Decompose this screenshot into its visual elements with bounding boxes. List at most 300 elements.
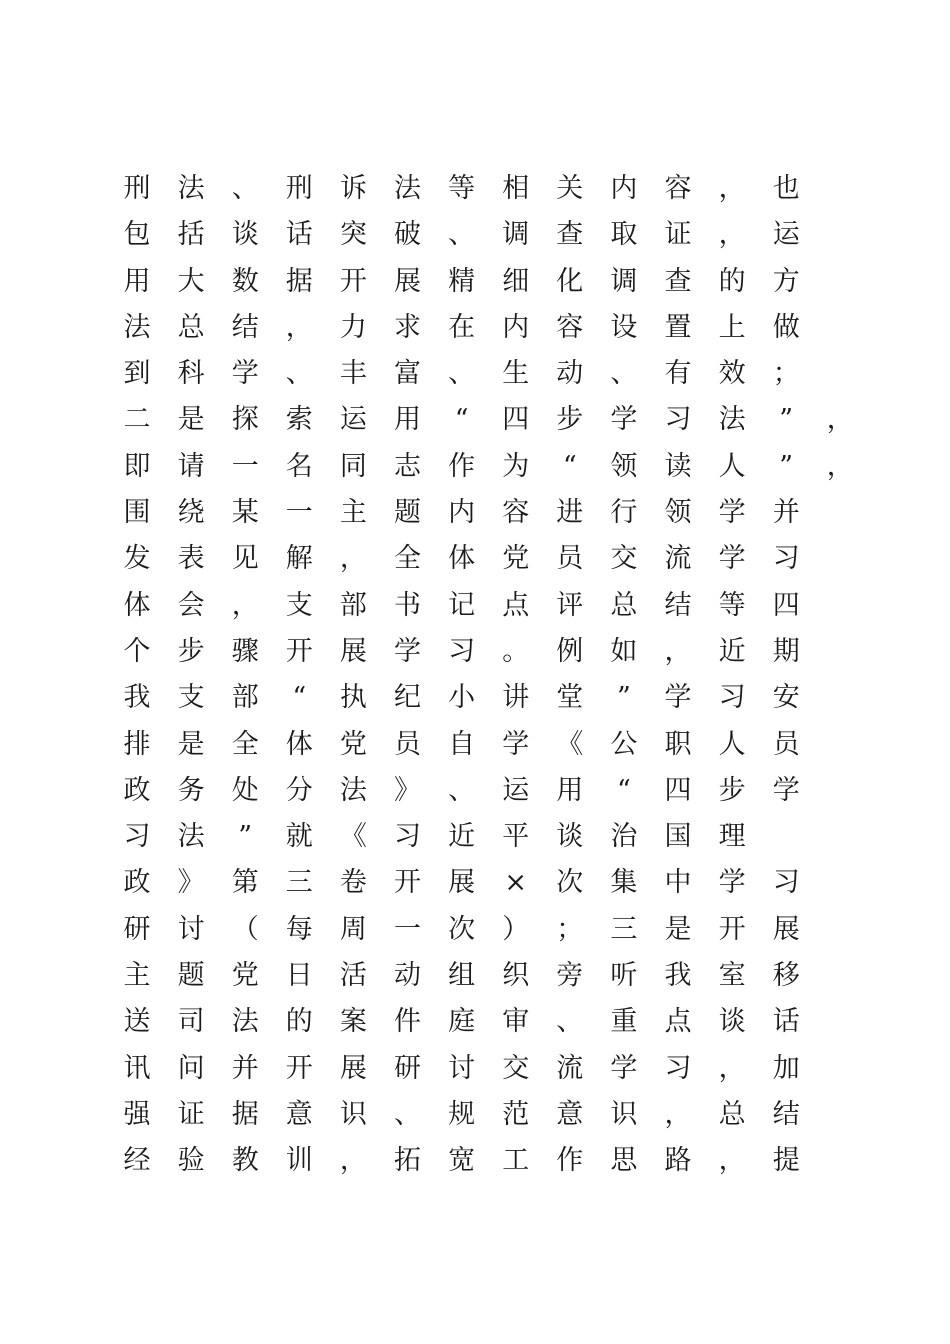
text-char: 绕 bbox=[177, 497, 205, 529]
text-line bbox=[122, 307, 862, 353]
text-char: 教 bbox=[231, 1145, 259, 1177]
text-char: 党 bbox=[339, 728, 367, 760]
text-char: “ bbox=[454, 404, 469, 436]
text-char: 学 bbox=[718, 497, 746, 529]
text-char: 近 bbox=[448, 821, 476, 853]
text-char: 行 bbox=[610, 497, 638, 529]
text-char: 员 bbox=[556, 543, 584, 575]
text-char: 记 bbox=[448, 589, 476, 621]
text-char: 总 bbox=[718, 1098, 746, 1130]
text-char: 并 bbox=[772, 497, 800, 529]
text-line bbox=[122, 446, 862, 492]
text-line bbox=[122, 631, 862, 677]
text-char: 学 bbox=[718, 867, 746, 899]
text-char: 效 bbox=[718, 358, 746, 390]
text-char: ” bbox=[616, 682, 631, 714]
text-char: 开 bbox=[285, 1052, 313, 1084]
text-char: 讨 bbox=[177, 913, 205, 945]
text-char: 流 bbox=[556, 1052, 584, 1084]
text-char: 识 bbox=[610, 1098, 638, 1130]
text-char: 交 bbox=[502, 1052, 530, 1084]
text-char: 纪 bbox=[394, 682, 421, 714]
text-char: 法 bbox=[123, 311, 151, 343]
text-char: 、 bbox=[285, 358, 313, 390]
text-char: 学 bbox=[231, 358, 259, 390]
text-char: ； bbox=[556, 913, 584, 945]
text-char: ， bbox=[718, 173, 746, 204]
text-char: 治 bbox=[610, 821, 638, 853]
text-char: 、 bbox=[610, 358, 638, 390]
text-line bbox=[122, 1094, 862, 1140]
text-char: 据 bbox=[231, 1098, 259, 1130]
text-char: 如 bbox=[610, 635, 638, 667]
text-char: 书 bbox=[394, 589, 421, 621]
text-char: 学 bbox=[610, 404, 638, 436]
text-char: ； bbox=[772, 358, 800, 390]
text-char: 容 bbox=[556, 311, 584, 343]
text-char: “ bbox=[292, 682, 307, 714]
text-char: 用 bbox=[556, 774, 584, 806]
text-char: 细 bbox=[502, 265, 530, 297]
text-char: 就 bbox=[285, 821, 313, 853]
text-char: 问 bbox=[177, 1052, 205, 1084]
text-char: 例 bbox=[556, 635, 584, 667]
text-char: 工 bbox=[502, 1145, 530, 1177]
text-char: 展 bbox=[448, 867, 476, 899]
text-char: 展 bbox=[339, 1052, 367, 1084]
text-char: 法 bbox=[718, 404, 746, 436]
text-char: 学 bbox=[718, 543, 746, 575]
text-char: 领 bbox=[664, 497, 692, 529]
text-char: 学 bbox=[502, 728, 530, 760]
text-char: 训 bbox=[285, 1145, 313, 1177]
text-char: （ bbox=[231, 913, 259, 945]
text-char: 调 bbox=[610, 265, 638, 297]
text-char: 求 bbox=[394, 311, 421, 343]
text-char: 到 bbox=[123, 358, 151, 390]
text-char: 听 bbox=[610, 960, 638, 992]
text-line bbox=[122, 261, 862, 307]
text-char: 化 bbox=[556, 265, 584, 297]
text-char: 某 bbox=[231, 497, 259, 529]
text-line bbox=[122, 585, 862, 631]
text-char: 近 bbox=[718, 635, 746, 667]
text-char: 的 bbox=[718, 265, 746, 297]
text-char: 司 bbox=[177, 1006, 205, 1038]
text-char: 自 bbox=[448, 728, 476, 760]
text-char: 谈 bbox=[718, 1006, 746, 1038]
text-char: 同 bbox=[339, 450, 367, 482]
text-char: 四 bbox=[502, 404, 530, 436]
text-line bbox=[122, 862, 862, 908]
text-char: “ bbox=[616, 774, 631, 806]
text-char: 诉 bbox=[339, 173, 367, 204]
text-char: 平 bbox=[502, 821, 530, 853]
text-char: 内 bbox=[610, 173, 638, 204]
text-char: 题 bbox=[394, 497, 421, 529]
text-char: 运 bbox=[339, 404, 367, 436]
text-line bbox=[122, 770, 862, 816]
text-char: 路 bbox=[664, 1145, 692, 1177]
text-char: 开 bbox=[339, 265, 367, 297]
text-char: 是 bbox=[664, 913, 692, 945]
text-char: 织 bbox=[502, 960, 530, 992]
text-char: 分 bbox=[285, 774, 313, 806]
text-char: 领 bbox=[610, 450, 638, 482]
text-char: ， bbox=[339, 1145, 367, 1177]
text-char: 骤 bbox=[231, 635, 259, 667]
text-char: 索 bbox=[285, 404, 313, 436]
text-char: 的 bbox=[285, 1006, 313, 1038]
text-char: 步 bbox=[718, 774, 746, 806]
text-char: 习 bbox=[664, 404, 692, 436]
text-char: “ bbox=[562, 450, 577, 482]
text-char: ， bbox=[231, 589, 259, 621]
text-char: 据 bbox=[285, 265, 313, 297]
text-char: 结 bbox=[231, 311, 259, 343]
text-char: 括 bbox=[177, 219, 205, 251]
text-char: 关 bbox=[556, 173, 584, 204]
text-char: 学 bbox=[664, 682, 692, 714]
text-char: 一 bbox=[285, 497, 313, 529]
text-char: 话 bbox=[285, 219, 313, 251]
text-char: 、 bbox=[394, 1098, 421, 1130]
text-char: 执 bbox=[339, 682, 367, 714]
text-char: ， bbox=[718, 1052, 746, 1084]
text-char: 主 bbox=[339, 497, 367, 529]
text-char: 展 bbox=[772, 913, 800, 945]
text-char: 党 bbox=[231, 960, 259, 992]
text-char: 见 bbox=[231, 543, 259, 575]
text-char: 查 bbox=[556, 219, 584, 251]
text-char: 为 bbox=[502, 450, 530, 482]
text-char: ， bbox=[285, 311, 313, 343]
text-char: 卷 bbox=[339, 867, 367, 899]
text-char: 集 bbox=[610, 867, 638, 899]
text-char: 强 bbox=[123, 1098, 151, 1130]
text-line bbox=[122, 1048, 862, 1094]
text-char: ， bbox=[664, 1098, 692, 1130]
text-char: 法 bbox=[231, 1006, 259, 1038]
text-char: 即 bbox=[123, 450, 151, 482]
text-char: 也 bbox=[772, 173, 800, 204]
text-char: 包 bbox=[123, 219, 151, 251]
text-line bbox=[122, 168, 862, 214]
text-char: 开 bbox=[718, 913, 746, 945]
text-char: 刑 bbox=[285, 173, 313, 204]
text-char: ， bbox=[718, 1145, 746, 1177]
text-char: 谈 bbox=[231, 219, 259, 251]
text-char: 国 bbox=[664, 821, 692, 853]
text-char: 内 bbox=[502, 311, 530, 343]
text-line bbox=[122, 1140, 862, 1186]
text-char: 习 bbox=[123, 821, 151, 853]
text-char: 处 bbox=[231, 774, 259, 806]
text-char: 思 bbox=[610, 1145, 638, 1177]
text-char: 、 bbox=[231, 173, 259, 204]
text-char: 数 bbox=[231, 265, 259, 297]
text-char: 员 bbox=[394, 728, 421, 760]
text-char: 第 bbox=[231, 867, 259, 899]
text-char: 展 bbox=[394, 265, 421, 297]
text-char: 讨 bbox=[448, 1052, 476, 1084]
text-char: 支 bbox=[285, 589, 313, 621]
text-char: 习 bbox=[664, 1052, 692, 1084]
text-char: 规 bbox=[448, 1098, 476, 1130]
text-char: 人 bbox=[718, 450, 746, 482]
text-char: 科 bbox=[177, 358, 205, 390]
text-char: 旁 bbox=[556, 960, 584, 992]
text-char: 主 bbox=[123, 960, 151, 992]
text-char: ， bbox=[718, 219, 746, 251]
text-char: 讲 bbox=[502, 682, 530, 714]
text-char: 》 bbox=[177, 867, 205, 899]
text-char: 日 bbox=[285, 960, 313, 992]
text-char: 全 bbox=[394, 543, 421, 575]
text-char: 会 bbox=[177, 589, 205, 621]
text-char: 安 bbox=[772, 682, 800, 714]
text-char: 习 bbox=[718, 682, 746, 714]
text-char: 读 bbox=[664, 450, 692, 482]
text-char: 等 bbox=[718, 589, 746, 621]
text-char: 学 bbox=[394, 635, 421, 667]
text-char: 活 bbox=[339, 960, 367, 992]
text-char: 破 bbox=[394, 219, 421, 251]
text-char: 、 bbox=[448, 774, 476, 806]
text-char: 力 bbox=[339, 311, 367, 343]
text-char: 谈 bbox=[556, 821, 584, 853]
text-char: 调 bbox=[502, 219, 530, 251]
text-char: 查 bbox=[664, 265, 692, 297]
text-char: ” bbox=[779, 404, 794, 436]
text-char: 总 bbox=[177, 311, 205, 343]
text-char: 庭 bbox=[448, 1006, 476, 1038]
text-char: 进 bbox=[556, 497, 584, 529]
text-char: 识 bbox=[339, 1098, 367, 1130]
text-char: 我 bbox=[664, 960, 692, 992]
text-char: 组 bbox=[448, 960, 476, 992]
text-char: 大 bbox=[177, 265, 205, 297]
text-char: 题 bbox=[177, 960, 205, 992]
text-char: 学 bbox=[772, 774, 800, 806]
text-char: 次 bbox=[556, 867, 584, 899]
text-char: 步 bbox=[177, 635, 205, 667]
text-char: 是 bbox=[177, 728, 205, 760]
text-char: 三 bbox=[285, 867, 313, 899]
text-char: 做 bbox=[772, 311, 800, 343]
text-char: 证 bbox=[664, 219, 692, 251]
text-char: 动 bbox=[556, 358, 584, 390]
text-char: 发 bbox=[123, 543, 151, 575]
text-line bbox=[122, 816, 862, 862]
text-char: 研 bbox=[123, 913, 151, 945]
text-char: 四 bbox=[772, 589, 800, 621]
text-char: 部 bbox=[231, 682, 259, 714]
text-char: 是 bbox=[177, 404, 205, 436]
text-line bbox=[122, 955, 862, 1001]
text-char: × bbox=[504, 867, 527, 899]
text-char: 容 bbox=[502, 497, 530, 529]
text-line bbox=[122, 399, 862, 445]
text-char: 动 bbox=[394, 960, 421, 992]
text-char: 请 bbox=[177, 450, 205, 482]
text-char: 生 bbox=[502, 358, 530, 390]
text-char: 体 bbox=[448, 543, 476, 575]
text-char: ” bbox=[779, 450, 794, 482]
text-char: 审 bbox=[502, 1006, 530, 1038]
text-char: 设 bbox=[610, 311, 638, 343]
text-char: 并 bbox=[231, 1052, 259, 1084]
text-char: 等 bbox=[448, 173, 476, 204]
text-char: 法 bbox=[177, 173, 205, 204]
text-char: 二 bbox=[123, 404, 151, 436]
text-char: 丰 bbox=[339, 358, 367, 390]
text-char: 案 bbox=[339, 1006, 367, 1038]
text-char: 突 bbox=[339, 219, 367, 251]
text-char: 富 bbox=[394, 358, 421, 390]
text-line bbox=[122, 214, 862, 260]
text-char: 点 bbox=[664, 1006, 692, 1038]
text-char: 室 bbox=[718, 960, 746, 992]
text-char: 习 bbox=[394, 821, 421, 853]
text-char: 展 bbox=[339, 635, 367, 667]
text-char: 全 bbox=[231, 728, 259, 760]
text-char: 在 bbox=[448, 311, 476, 343]
text-char: 习 bbox=[448, 635, 476, 667]
text-char: 体 bbox=[285, 728, 313, 760]
text-char: 研 bbox=[394, 1052, 421, 1084]
text-char: 相 bbox=[502, 173, 530, 204]
text-char: 职 bbox=[664, 728, 692, 760]
text-char: 堂 bbox=[556, 682, 584, 714]
text-char: 作 bbox=[448, 450, 476, 482]
text-char: 法 bbox=[177, 821, 205, 853]
text-char: 评 bbox=[556, 589, 584, 621]
text-char: 有 bbox=[664, 358, 692, 390]
text-char: 学 bbox=[610, 1052, 638, 1084]
text-char: 、 bbox=[556, 1006, 584, 1038]
text-char: 中 bbox=[664, 867, 692, 899]
text-char: 范 bbox=[502, 1098, 530, 1130]
text-char: 宽 bbox=[448, 1145, 476, 1177]
text-char: 周 bbox=[339, 913, 367, 945]
text-char: 讯 bbox=[123, 1052, 151, 1084]
text-char: 每 bbox=[285, 913, 313, 945]
text-char: 意 bbox=[285, 1098, 313, 1130]
text-char: 一 bbox=[394, 913, 421, 945]
text-char: 用 bbox=[394, 404, 421, 436]
text-char: 》 bbox=[394, 774, 421, 806]
text-char: 支 bbox=[177, 682, 205, 714]
text-char: 流 bbox=[664, 543, 692, 575]
text-char: 提 bbox=[772, 1145, 800, 1177]
text-char: 政 bbox=[123, 867, 151, 899]
text-char: 务 bbox=[177, 774, 205, 806]
text-char: 四 bbox=[664, 774, 692, 806]
text-char: 次 bbox=[448, 913, 476, 945]
text-char: 刑 bbox=[123, 173, 151, 204]
text-char: 精 bbox=[448, 265, 476, 297]
text-char: 三 bbox=[610, 913, 638, 945]
text-char: 置 bbox=[664, 311, 692, 343]
text-char: 法 bbox=[394, 173, 421, 204]
text-line bbox=[122, 677, 862, 723]
text-char: 公 bbox=[610, 728, 638, 760]
text-line bbox=[122, 724, 862, 770]
text-char: 。 bbox=[502, 635, 530, 667]
text-char: 部 bbox=[339, 589, 367, 621]
body-text bbox=[122, 168, 862, 1187]
text-char: 探 bbox=[231, 404, 259, 436]
text-char: 开 bbox=[285, 635, 313, 667]
text-line bbox=[122, 909, 862, 955]
text-line bbox=[122, 492, 862, 538]
text-char: 话 bbox=[772, 1006, 800, 1038]
text-char: 步 bbox=[556, 404, 584, 436]
text-char: 件 bbox=[394, 1006, 421, 1038]
text-char: ” bbox=[238, 821, 253, 853]
text-char: 意 bbox=[556, 1098, 584, 1130]
text-char: 重 bbox=[610, 1006, 638, 1038]
text-char: 名 bbox=[285, 450, 313, 482]
text-char: 容 bbox=[664, 173, 692, 204]
text-char: 、 bbox=[448, 358, 476, 390]
text-char: 交 bbox=[610, 543, 638, 575]
text-line bbox=[122, 1001, 862, 1047]
text-char: ， bbox=[339, 543, 367, 575]
text-char: 《 bbox=[556, 728, 584, 760]
text-char: 内 bbox=[448, 497, 476, 529]
text-char: 一 bbox=[231, 450, 259, 482]
text-char: 小 bbox=[448, 682, 476, 714]
text-char: 法 bbox=[339, 774, 367, 806]
text-char: 方 bbox=[772, 265, 800, 297]
text-char: 志 bbox=[394, 450, 421, 482]
text-char: 我 bbox=[123, 682, 151, 714]
text-char: 运 bbox=[502, 774, 530, 806]
text-line bbox=[122, 538, 862, 584]
text-char: 移 bbox=[772, 960, 800, 992]
text-char: 验 bbox=[177, 1145, 205, 1177]
text-char: 结 bbox=[664, 589, 692, 621]
text-char: 加 bbox=[772, 1052, 800, 1084]
text-char: 取 bbox=[610, 219, 638, 251]
text-char: 表 bbox=[177, 543, 205, 575]
text-char: ） bbox=[502, 913, 530, 945]
text-char: 习 bbox=[772, 867, 800, 899]
text-char: 上 bbox=[718, 311, 746, 343]
text-char: 经 bbox=[123, 1145, 151, 1177]
text-char: 理 bbox=[718, 821, 746, 853]
text-char: ， bbox=[826, 450, 854, 482]
text-char: 结 bbox=[772, 1098, 800, 1130]
text-char: 体 bbox=[123, 589, 151, 621]
text-char: 证 bbox=[177, 1098, 205, 1130]
text-char: 党 bbox=[502, 543, 530, 575]
text-char: ， bbox=[826, 404, 854, 436]
text-char: 期 bbox=[772, 635, 800, 667]
text-char: 、 bbox=[448, 219, 476, 251]
text-char: 个 bbox=[123, 635, 151, 667]
text-char: 排 bbox=[123, 728, 151, 760]
text-char: 员 bbox=[772, 728, 800, 760]
text-char: 人 bbox=[718, 728, 746, 760]
text-char: ， bbox=[664, 635, 692, 667]
text-char: 送 bbox=[123, 1006, 151, 1038]
text-char: 拓 bbox=[394, 1145, 421, 1177]
text-char: 总 bbox=[610, 589, 638, 621]
text-char: 点 bbox=[502, 589, 530, 621]
